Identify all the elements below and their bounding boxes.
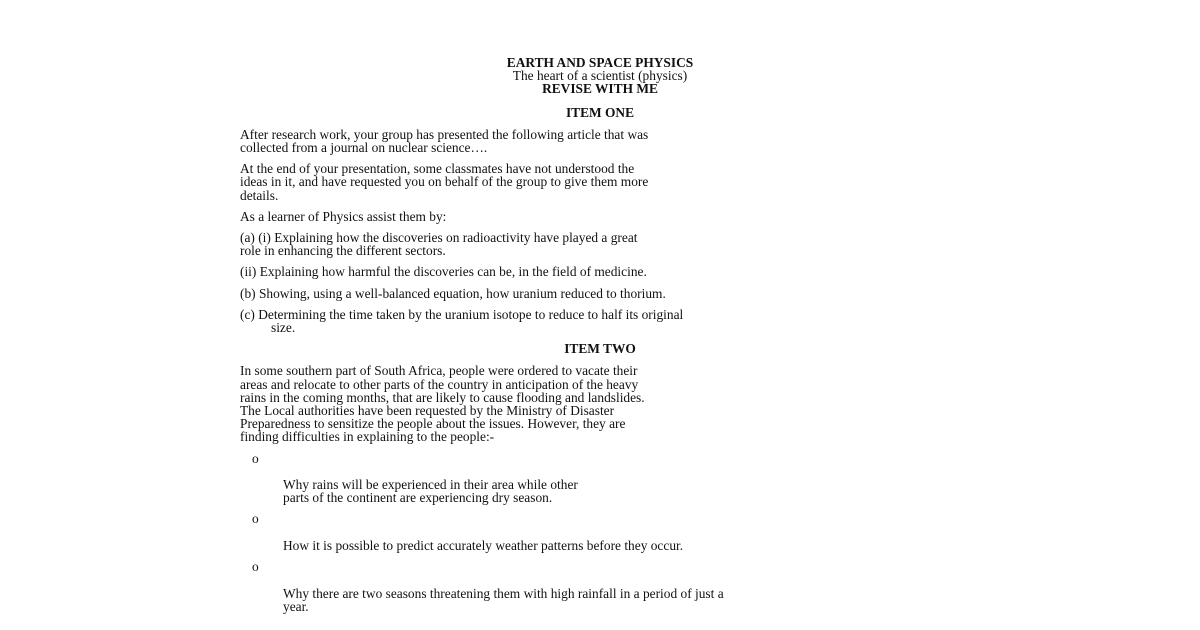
item-one-task-c: (c) Determining the time taken by the uranium isotope to reduce to half its original size. bbox=[240, 306, 684, 336]
bullet-circle-icon: o bbox=[252, 450, 259, 466]
item-one-paragraph: As a learner of Physics assist them by: bbox=[240, 208, 447, 224]
item-two-section bbox=[240, 342, 1060, 613]
list-item bbox=[240, 512, 1060, 552]
list-item bbox=[240, 452, 1060, 505]
item-one-task-b: (b) Showing, using a well-balanced equation, how uranium reduced to thorium. bbox=[240, 285, 666, 301]
item-one-task-a-ii: (ii) Explaining how harmful the discoveries can be, in the field of medicine. bbox=[240, 264, 647, 280]
item-two-paragraph: In some southern part of South Africa, people were ordered to vacate their areas and relocate to other parts of the country in anticipation of the heavy rains in the coming months, that are likely to cause flooding and landslides. The Local authorities have been requested by the Ministry of Disaster Preparedness to sensitize the people about the issues. However, they are finding difficulties in explaining to the people:- bbox=[240, 363, 645, 445]
bullet-circle-icon: o bbox=[252, 511, 259, 527]
item-one-task-a-i: (a) (i) Explaining how the discoveries on radioactivity have played a great role in enhancing the different sectors. bbox=[240, 230, 638, 259]
item-one-section bbox=[240, 106, 1060, 335]
document-title: EARTH AND SPACE PHYSICS bbox=[506, 55, 694, 70]
document-subtitle: The heart of a scientist (physics) bbox=[512, 68, 688, 84]
list-item bbox=[240, 560, 1060, 613]
item-two-bullet-list bbox=[240, 452, 1060, 613]
document-header bbox=[240, 56, 1060, 96]
item-two-heading: ITEM TWO bbox=[564, 341, 636, 357]
list-item-text: Why rains will be experienced in their area while other parts of the continent are experiencing dry season. bbox=[283, 477, 578, 506]
document-page bbox=[240, 56, 1060, 621]
list-item-text: How it is possible to predict accurately weather patterns before they occur. bbox=[283, 537, 684, 553]
item-one-paragraph: After research work, your group has presented the following article that was collected from a journal on nuclear science…. bbox=[240, 126, 649, 156]
bullet-circle-icon: o bbox=[252, 559, 259, 575]
list-item-text: Why there are two seasons threatening them with high rainfall in a period of just a year. bbox=[283, 585, 724, 614]
item-one-heading: ITEM ONE bbox=[565, 104, 635, 120]
item-one-paragraph: At the end of your presentation, some classmates have not understood the ideas in it, and have requested you on behalf of the group to give them more details. bbox=[240, 161, 649, 203]
document-tagline: REVISE WITH ME bbox=[542, 81, 658, 97]
